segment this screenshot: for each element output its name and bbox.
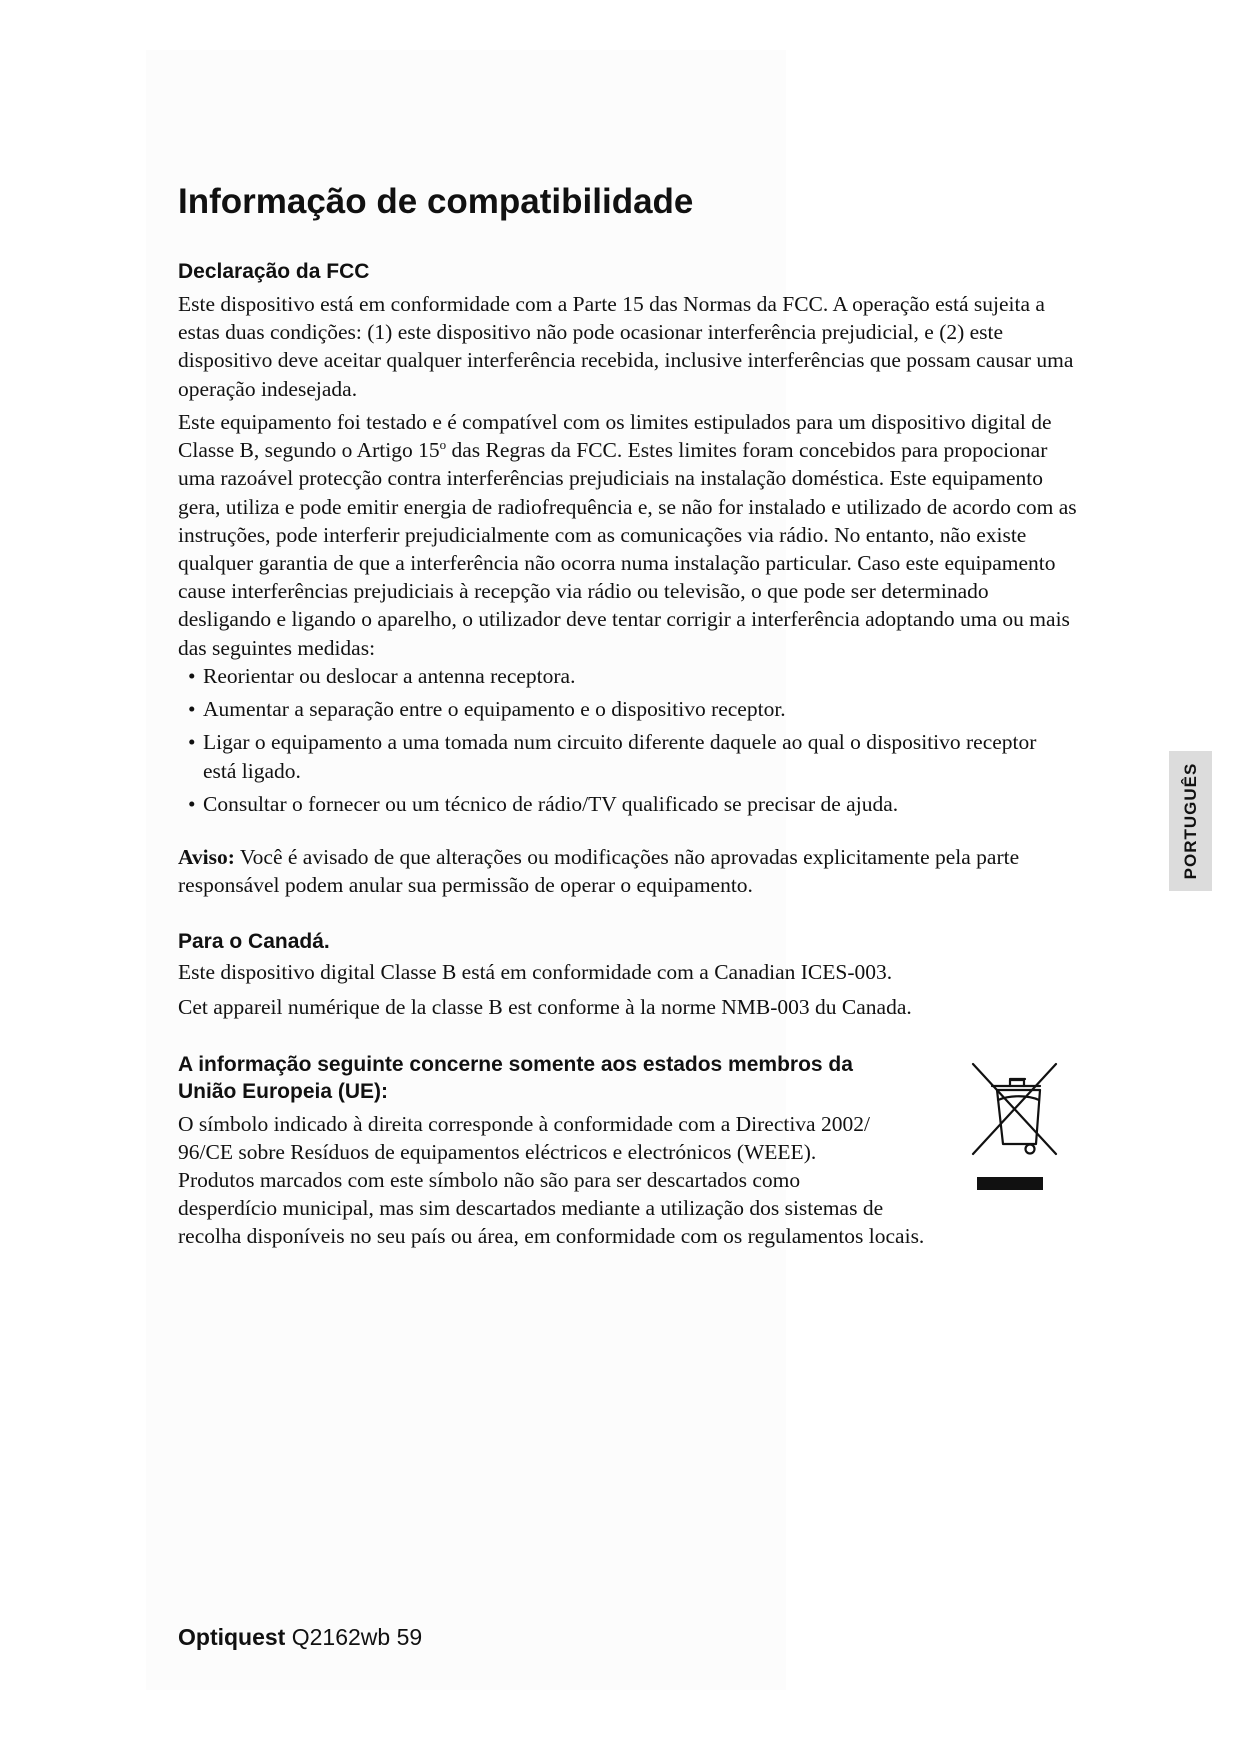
fcc-paragraph-2-start: Este equipamento foi testado e é compatível com os limites estipulados para um dispositivo digital de Classe B, segundo o Artigo 15 [178, 410, 1052, 463]
list-item [178, 790, 1078, 818]
degree-superscript: o [439, 437, 447, 453]
eu-paragraph-line-2: 96/CE sobre Resíduos de equipamentos eléctricos e electrónicos (WEEE). [178, 1140, 817, 1164]
list-item-text: Aumentar a separação entre o equipamento e o dispositivo receptor. [203, 697, 786, 722]
eu-heading-line-2: União Europeia (UE): [178, 1080, 389, 1103]
footer-model: Q2162wb [291, 1624, 391, 1650]
page-title: Informação de compatibilidade [178, 182, 694, 221]
language-tab [1169, 751, 1212, 891]
list-item-text: Consultar o fornecer ou um técnico de rádio/TV qualificado se precisar de ajuda. [203, 791, 899, 816]
list-item [178, 695, 1078, 723]
weee-symbol [970, 1062, 1070, 1192]
footer-page-number: 59 [396, 1624, 423, 1650]
warning-text: Você é avisado de que alterações ou modificações não aprovadas explicitamente pela parte responsável podem anular sua permissão de operar o equipamento. [178, 845, 1020, 898]
bullet-icon: • [188, 664, 196, 688]
footer-brand: Optiquest [178, 1624, 286, 1650]
list-item [178, 662, 1078, 690]
fcc-paragraph-2-rest: das Regras da FCC. Estes limites foram concebidos para propocionar uma razoável protecção contra interferências prejudiciais na instalação doméstica. Este equipamento gera, utiliza e pode emitir energia de radiofrequência e, se não for instalado e utilizado de acordo com as instruções, pode interferir prejudicialmente com as comunicações via rádio. No entanto, não existe qualquer garantia de que a interferência não ocorra numa instalação particular. Caso este equipamento cause interferências prejudiciais à recepção via rádio ou televisão, o que pode ser determinado desligando e ligando o aparelho, o utilizador deve tentar corrigir a interferência adoptando uma ou mais das seguintes medidas: [178, 438, 1077, 660]
canada-line-1: Este dispositivo digital Classe B está em conformidade com a Canadian ICES-003. [178, 960, 893, 984]
warning-label: Aviso: [178, 845, 235, 869]
fcc-measures-list [178, 662, 1078, 823]
eu-paragraph-line-1: O símbolo indicado à direita corresponde à conformidade com a Directiva 2002/ [178, 1112, 870, 1136]
eu-paragraph-line-3: Produtos marcados com este símbolo não são para ser descartados como [178, 1168, 801, 1192]
list-item [178, 728, 1043, 784]
fcc-heading: Declaração da FCC [178, 260, 370, 283]
language-tab-label: PORTUGUÊS [1180, 762, 1200, 880]
list-item-text: Reorientar ou deslocar a antenna receptora. [203, 664, 576, 688]
page-footer [178, 1622, 422, 1652]
warning-paragraph [178, 843, 1078, 899]
fcc-paragraph-1: Este dispositivo está em conformidade com a Parte 15 das Normas da FCC. A operação está sujeita a estas duas condições: (1) este dispositivo não pode ocasionar interferência prejudicial, e (2) este dispositivo deve aceitar qualquer interferência recebida, inclusive interferências que possam causar uma operação indesejada. [178, 292, 1074, 401]
bullet-icon: • [188, 730, 196, 755]
bullet-icon: • [188, 791, 196, 816]
crossed-out-wheelie-bin-icon [970, 1062, 1070, 1192]
list-item-text: Ligar o equipamento a uma tomada num circuito diferente daquele ao qual o dispositivo receptor está ligado. [203, 730, 1037, 783]
bullet-icon: • [188, 697, 196, 722]
canada-heading: Para o Canadá. [178, 930, 330, 953]
eu-paragraph-line-5: recolha disponíveis no seu país ou área, em conformidade com os regulamentos locais. [178, 1224, 925, 1248]
eu-heading-line-1: A informação seguinte concerne somente aos estados membros da [178, 1053, 853, 1076]
fcc-paragraph-2 [178, 408, 1078, 662]
canada-line-2: Cet appareil numérique de la classe B est conforme à la norme NMB-003 du Canada. [178, 995, 912, 1019]
eu-paragraph-line-4: desperdício municipal, mas sim descartados mediante a utilização dos sistemas de [178, 1196, 884, 1220]
